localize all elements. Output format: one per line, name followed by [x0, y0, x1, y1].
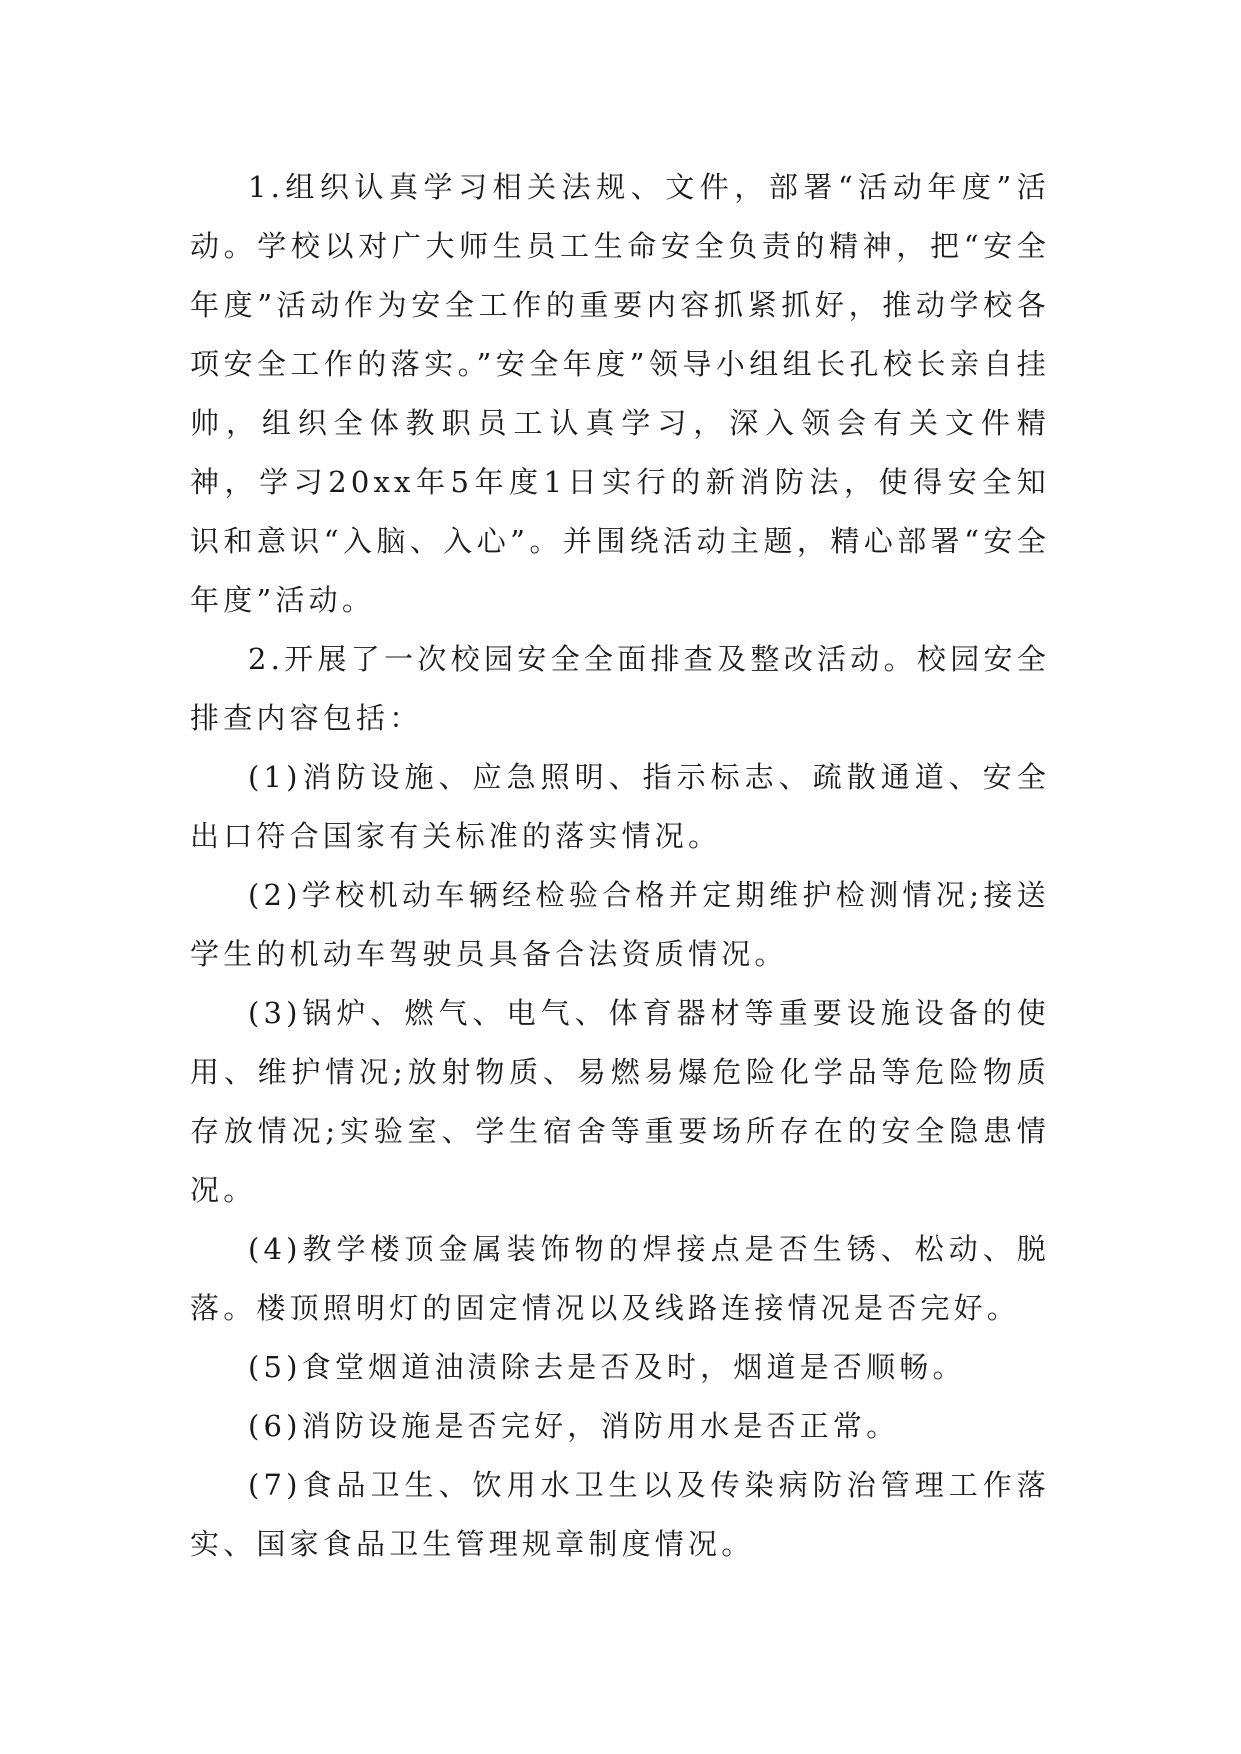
item-2-vehicles: (2)学校机动车辆经检验合格并定期维护检测情况;接送学生的机动车驾驶员具备合法资质情况。 — [190, 878, 1050, 971]
item-5-canteen-flue: (5)食堂烟道油渍除去是否及时，烟道是否顺畅。 — [248, 1350, 966, 1384]
item-4-rooftop: (4)教学楼顶金属装饰物的焊接点是否生锈、松动、脱落。楼顶照明灯的固定情况以及线路连接情况是否完好。 — [190, 1232, 1050, 1325]
document-body — [190, 158, 1050, 1574]
item-3-equipment: (3)锅炉、燃气、电气、体育器材等重要设施设备的使用、维护情况;放射物质、易燃易爆危险化学品等危险物质存放情况;实验室、学生宿舍等重要场所存在的安全隐患情况。 — [190, 996, 1050, 1207]
item-7-food-hygiene: (7)食品卫生、饮用水卫生以及传染病防治管理工作落实、国家食品卫生管理规章制度情况。 — [190, 1468, 1050, 1561]
item-6-fire-water: (6)消防设施是否完好，消防用水是否正常。 — [248, 1409, 900, 1443]
item-1-fire-facilities: (1)消防设施、应急照明、指示标志、疏散通道、安全出口符合国家有关标准的落实情况。 — [190, 760, 1050, 853]
paragraph-2-safety-inspection: 2.开展了一次校园安全全面排查及整改活动。校园安全排查内容包括： — [190, 642, 1050, 735]
paragraph-1-study-regulations: 1.组织认真学习相关法规、文件，部署“活动年度”活动。学校以对广大师生员工生命安全负责的精神，把“安全年度”活动作为安全工作的重要内容抓紧抓好，推动学校各项安全工作的落实。”安全年度”领导小组组长孔校长亲自挂帅，组织全体教职员工认真学习，深入领会有关文件精神，学习20xx年5年度1日实行的新消防法，使得安全知识和意识“入脑、入心”。并围绕活动主题，精心部署“安全年度”活动。 — [190, 170, 1050, 617]
